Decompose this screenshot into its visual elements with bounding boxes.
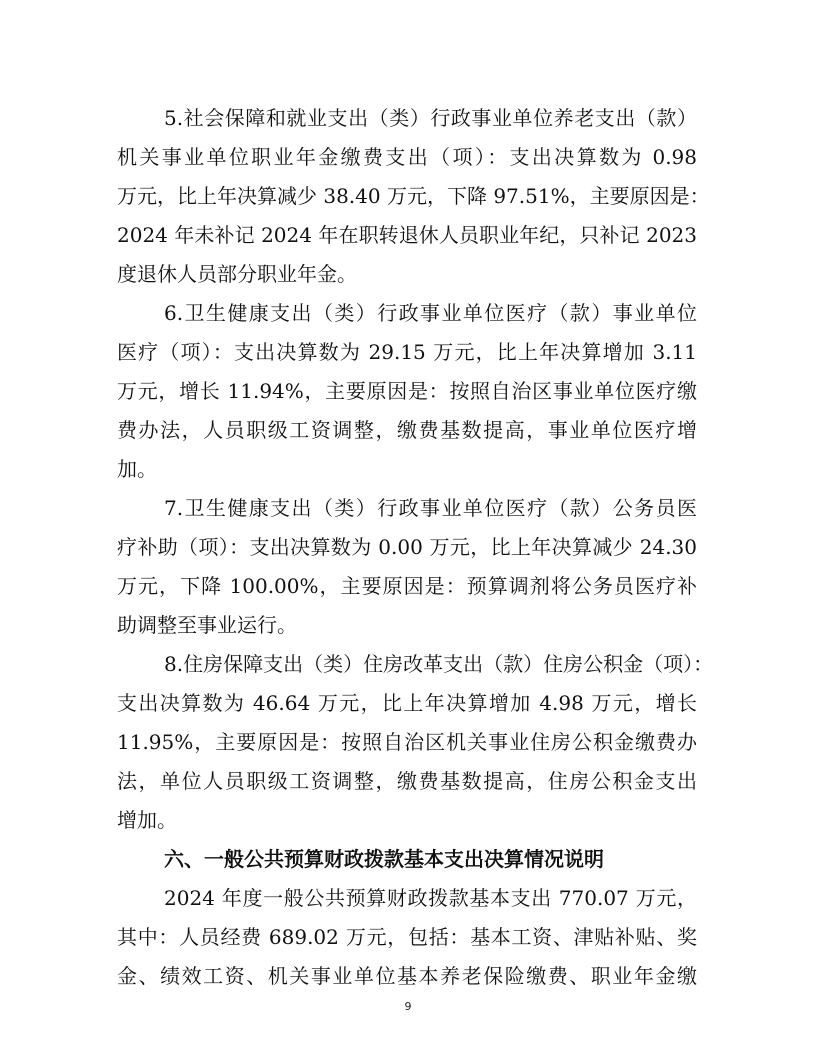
final-paragraph-line-1: 2024 年度一般公共预算财政拨款基本支出 770.07 万元， bbox=[164, 886, 697, 910]
final-paragraph-line-3: 金、绩效工资、机关事业单位基本养老保险缴费、职业年金缴 bbox=[117, 964, 697, 988]
paragraph-7-line-4: 助调整至事业运行。 bbox=[117, 613, 297, 637]
paragraph-8-line-1: 8.住房保障支出（类）住房改革支出（款）住房公积金（项）： bbox=[164, 652, 714, 676]
final-paragraph-line-2: 其中：人员经费 689.02 万元，包括：基本工资、津贴补贴、奖 bbox=[117, 925, 697, 949]
paragraph-6-line-5: 加。 bbox=[117, 457, 157, 481]
section-heading: 六、一般公共预算财政拨款基本支出决算情况说明 bbox=[164, 847, 604, 871]
paragraph-5-line-3: 万元，比上年决算减少 38.40 万元，下降 97.51%，主要原因是： bbox=[117, 184, 710, 208]
paragraph-5-line-2: 机关事业单位职业年金缴费支出（项）：支出决算数为 0.98 bbox=[117, 145, 697, 169]
page-number: 9 bbox=[404, 1000, 412, 1013]
paragraph-8-line-4: 法，单位人员职级工资调整，缴费基数提高，住房公积金支出 bbox=[117, 769, 697, 793]
paragraph-5-line-1: 5.社会保障和就业支出（类）行政事业单位养老支出（款） bbox=[164, 106, 697, 130]
paragraph-6-line-3: 万元，增长 11.94%，主要原因是：按照自治区事业单位医疗缴 bbox=[117, 379, 697, 403]
paragraph-6-line-4: 费办法，人员职级工资调整，缴费基数提高，事业单位医疗增 bbox=[117, 418, 697, 442]
paragraph-8-line-2: 支出决算数为 46.64 万元，比上年决算增加 4.98 万元，增长 bbox=[117, 691, 697, 715]
paragraph-7-line-1: 7.卫生健康支出（类）行政事业单位医疗（款）公务员医 bbox=[164, 496, 697, 520]
paragraph-5-line-5: 度退休人员部分职业年金。 bbox=[117, 262, 357, 286]
paragraph-7-line-3: 万元，下降 100.00%，主要原因是：预算调剂将公务员医疗补 bbox=[117, 574, 697, 598]
paragraph-6-line-2: 医疗（项）：支出决算数为 29.15 万元，比上年决算增加 3.11 bbox=[117, 340, 697, 364]
paragraph-6-line-1: 6.卫生健康支出（类）行政事业单位医疗（款）事业单位 bbox=[164, 301, 697, 325]
paragraph-5-line-4: 2024 年未补记 2024 年在职转退休人员职业年纪，只补记 2023 bbox=[117, 223, 697, 247]
paragraph-7-line-2: 疗补助（项）：支出决算数为 0.00 万元，比上年决算减少 24.30 bbox=[117, 535, 697, 559]
paragraph-8-line-3: 11.95%，主要原因是：按照自治区机关事业住房公积金缴费办 bbox=[117, 730, 697, 754]
paragraph-8-line-5: 增加。 bbox=[117, 808, 177, 832]
